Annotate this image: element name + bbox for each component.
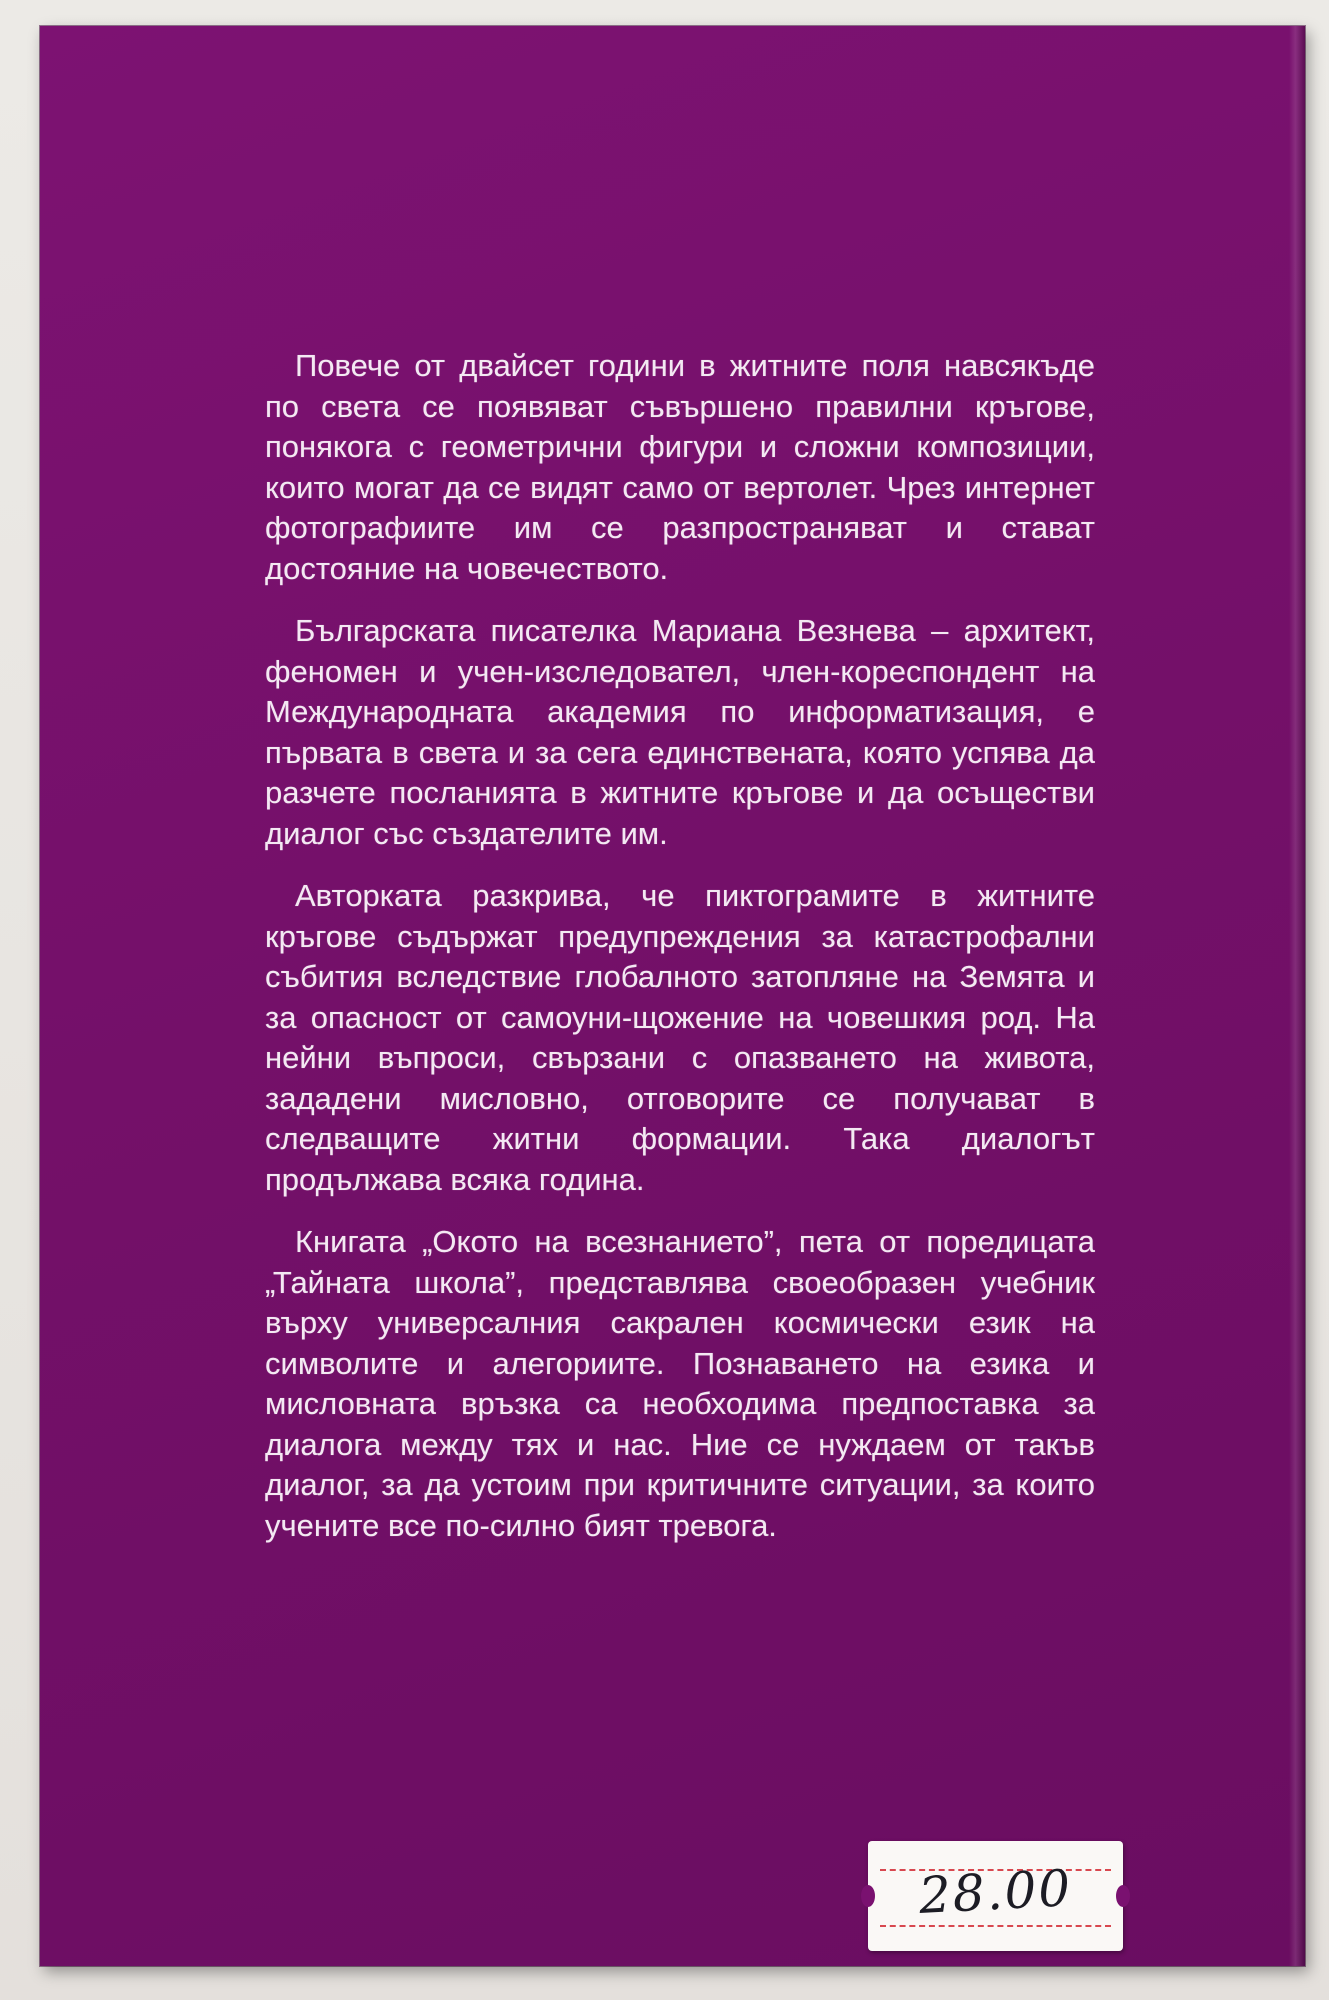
- blurb-paragraph-1: Повече от двайсет години в житните поля навсякъде по света се появяват съвършено правилни кръгове, понякога с геометрични фигури и сложни композиции, които могат да се видят само от вертолет. Чрез интернет фотографиите им се разпространяват и стават достояние на човечеството.: [265, 348, 1095, 586]
- book-back-cover: [40, 26, 1305, 1966]
- price-sticker-bottom-line: [880, 1925, 1111, 1927]
- blurb-paragraph-2: Българската писателка Мариана Везнева – архитект, феномен и учен-изследовател, член-кореспондент на Международната академия по информатизация, е първата в света и за сега единствената, която успява да разчете посланията в житните кръгове и да осъществи диалог със създателите им.: [265, 613, 1095, 851]
- cover-edge: [1289, 26, 1305, 1966]
- price-sticker: [868, 1841, 1123, 1951]
- handwritten-price: 28.00: [917, 1859, 1074, 1925]
- back-cover-blurb: [265, 346, 1095, 1568]
- blurb-paragraph-3: Авторката разкрива, че пиктограмите в житните кръгове съдържат предупреждения за катастрофални събития вследствие глобалното затопляне на Земята и за опасност от самоуни-щожение на човешкия род. На нейни въпроси, свързани с опазването на живота, зададени мисловно, отговорите се получават в следващите житни формации. Така диалогът продължава всяка година.: [265, 878, 1095, 1197]
- blurb-paragraph-4: Книгата „Окото на всезнанието”, пета от поредицата „Тайната школа”, представлява своеобразен учебник върху универсалния сакрален космически език на символите и алегориите. Познаването на езика и мисловната връзка са необходима предпоставка за диалога между тях и нас. Ние се нуждаем от такъв диалог, за да устоим при критичните ситуации, за които учените все по-силно бият тревога.: [265, 1224, 1095, 1543]
